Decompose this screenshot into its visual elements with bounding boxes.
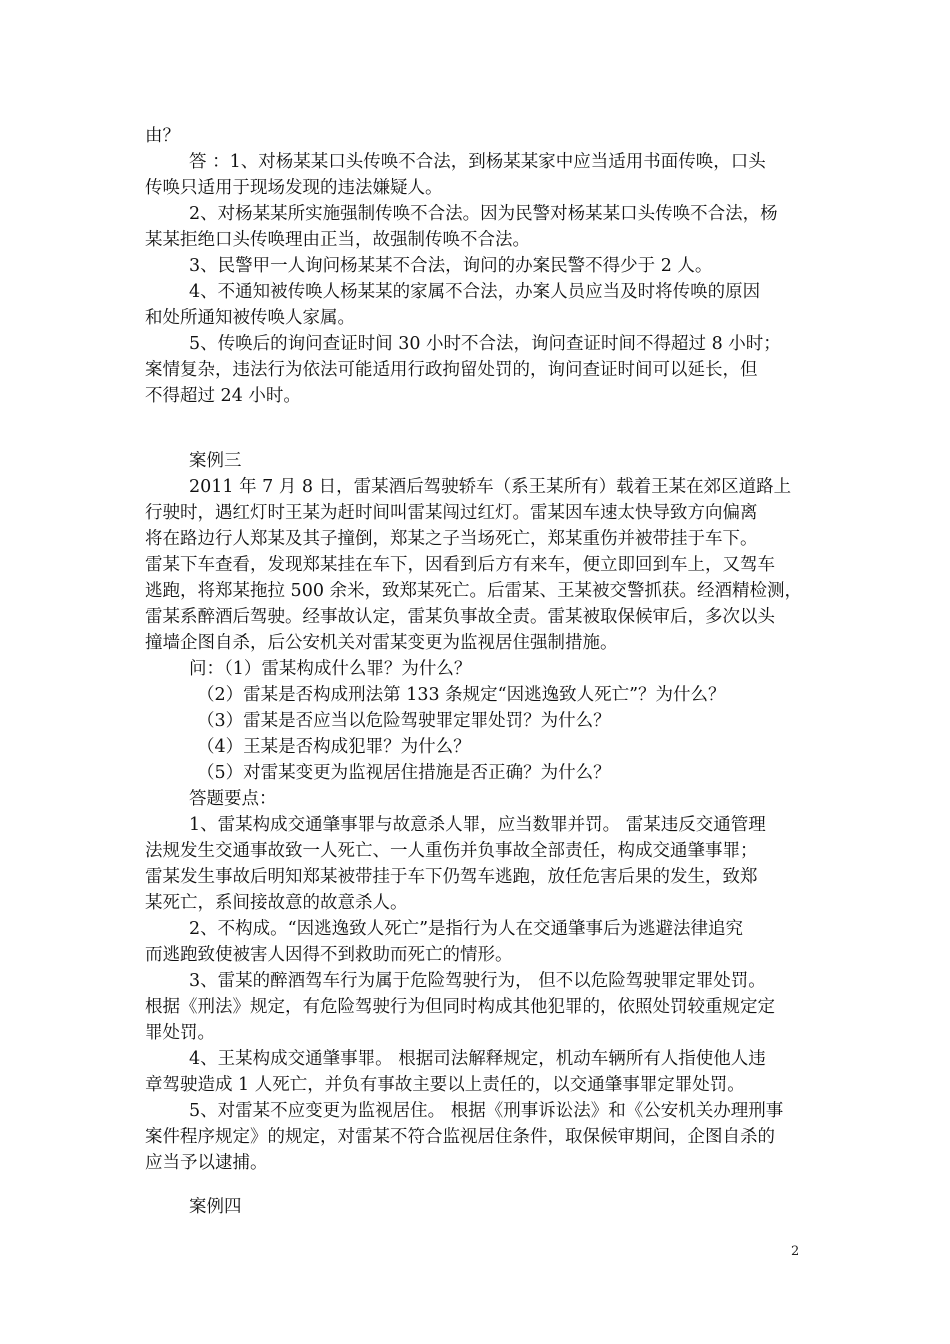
question-line: （3）雷某是否应当以危险驾驶罪定罪处罚？为什么？: [197, 711, 611, 731]
paragraph-line: 案情复杂，违法行为依法可能适用行政拘留处罚的，询问查证时间可以延长，但: [145, 360, 758, 380]
question-line: （4）王某是否构成犯罪？为什么？: [197, 737, 471, 757]
paragraph-line: 答 ：1、对杨某某口头传唤不合法，到杨某某家中应当适用书面传唤，口头: [189, 152, 766, 172]
paragraph-line: 2、对杨某某所实施强制传唤不合法。因为民警对杨某某口头传唤不合法，杨: [189, 204, 778, 224]
paragraph-line: 传唤只适用于现场发现的违法嫌疑人。: [145, 178, 443, 198]
paragraph-line: 2011 年 7 月 8 日，雷某酒后驾驶轿车（系王某所有）载着王某在郊区道路上: [189, 477, 792, 497]
paragraph-line: 雷某发生事故后明知郑某被带挂于车下仍驾车逃跑，放任危害后果的发生，致郑: [145, 867, 758, 887]
question-line: （2）雷某是否构成刑法第 133 条规定“因逃逸致人死亡”？为什么？: [197, 685, 726, 705]
question-line: 问：（1）雷某构成什么罪？为什么？: [189, 659, 472, 679]
paragraph-line: 根据《刑法》规定，有危险驾驶行为但同时构成其他犯罪的，依照处罚较重规定定: [145, 997, 775, 1017]
paragraph-line: 章驾驶造成 1 人死亡，并负有事故主要以上责任的，以交通肇事罪定罪处罚。: [145, 1075, 745, 1095]
answer-block-case-two: [145, 123, 807, 409]
paragraph-line: 4、不通知被传唤人杨某某的家属不合法，办案人员应当及时将传唤的原因: [189, 282, 761, 302]
paragraph-line: 撞墙企图自杀，后公安机关对雷某变更为监视居住强制措施。: [145, 633, 618, 653]
paragraph-line: 3、雷某的醉酒驾车行为属于危险驾驶行为， 但不以危险驾驶罪定罪处罚。: [189, 971, 766, 991]
paragraph-line: 某某拒绝口头传唤理由正当，故强制传唤不合法。: [145, 230, 530, 250]
case-three-body: [145, 474, 807, 1176]
paragraph-line: 案件程序规定》的规定，对雷某不符合监视居住条件，取保候审期间，企图自杀的: [145, 1127, 775, 1147]
paragraph-line: 雷某系醉酒后驾驶。经事故认定，雷某负事故全责。雷某被取保候审后，多次以头: [145, 607, 775, 627]
question-line: （5）对雷某变更为监视居住措施是否正确？为什么？: [197, 763, 611, 783]
paragraph-line: 雷某下车查看，发现郑某挂在车下，因看到后方有来车，便立即回到车上，又驾车: [145, 555, 775, 575]
paragraph-line: 1、雷某构成交通肇事罪与故意杀人罪，应当数罪并罚。 雷某违反交通管理: [189, 815, 766, 835]
paragraph-line: 3、民警甲一人询问杨某某不合法，询问的办案民警不得少于 2 人。: [189, 256, 713, 276]
paragraph-line: 将在路边行人郑某及其子撞倒，郑某之子当场死亡，郑某重伤并被带挂于车下。: [145, 529, 758, 549]
paragraph-line: 而逃跑致使被害人因得不到救助而死亡的情形。: [145, 945, 513, 965]
paragraph-line: 由？: [145, 126, 180, 146]
paragraph-line: 5、传唤后的询问查证时间 30 小时不合法，询问查证时间不得超过 8 小时；: [189, 334, 781, 354]
paragraph-line: 4、王某构成交通肇事罪。 根据司法解释规定，机动车辆所有人指使他人违: [189, 1049, 766, 1069]
answer-points-label: 答题要点：: [189, 789, 277, 809]
paragraph-line: 法规发生交通事故致一人死亡、一人重伤并负事故全部责任，构成交通肇事罪；: [145, 841, 758, 861]
paragraph-line: 行驶时，遇红灯时王某为赶时间叫雷某闯过红灯。雷某因车速太快导致方向偏离: [145, 503, 758, 523]
paragraph-line: 5、对雷某不应变更为监视居住。 根据《刑事诉讼法》和《公安机关办理刑事: [189, 1101, 784, 1121]
paragraph-line: 逃跑，将郑某拖拉 500 余米，致郑某死亡。后雷某、王某被交警抓获。经酒精检测，: [145, 581, 803, 601]
case-four-heading: 案例四: [189, 1197, 242, 1217]
paragraph-line: 应当予以逮捕。: [145, 1153, 268, 1173]
paragraph-line: 不得超过 24 小时。: [145, 386, 301, 406]
page-number: 2: [791, 1244, 800, 1259]
case-three-heading: 案例三: [189, 451, 242, 471]
paragraph-line: 某死亡，系间接故意的故意杀人。: [145, 893, 408, 913]
paragraph-line: 2、不构成。“因逃逸致人死亡”是指行为人在交通肇事后为逃避法律追究: [189, 919, 744, 939]
paragraph-line: 罪处罚。: [145, 1023, 215, 1043]
paragraph-line: 和处所通知被传唤人家属。: [145, 308, 355, 328]
